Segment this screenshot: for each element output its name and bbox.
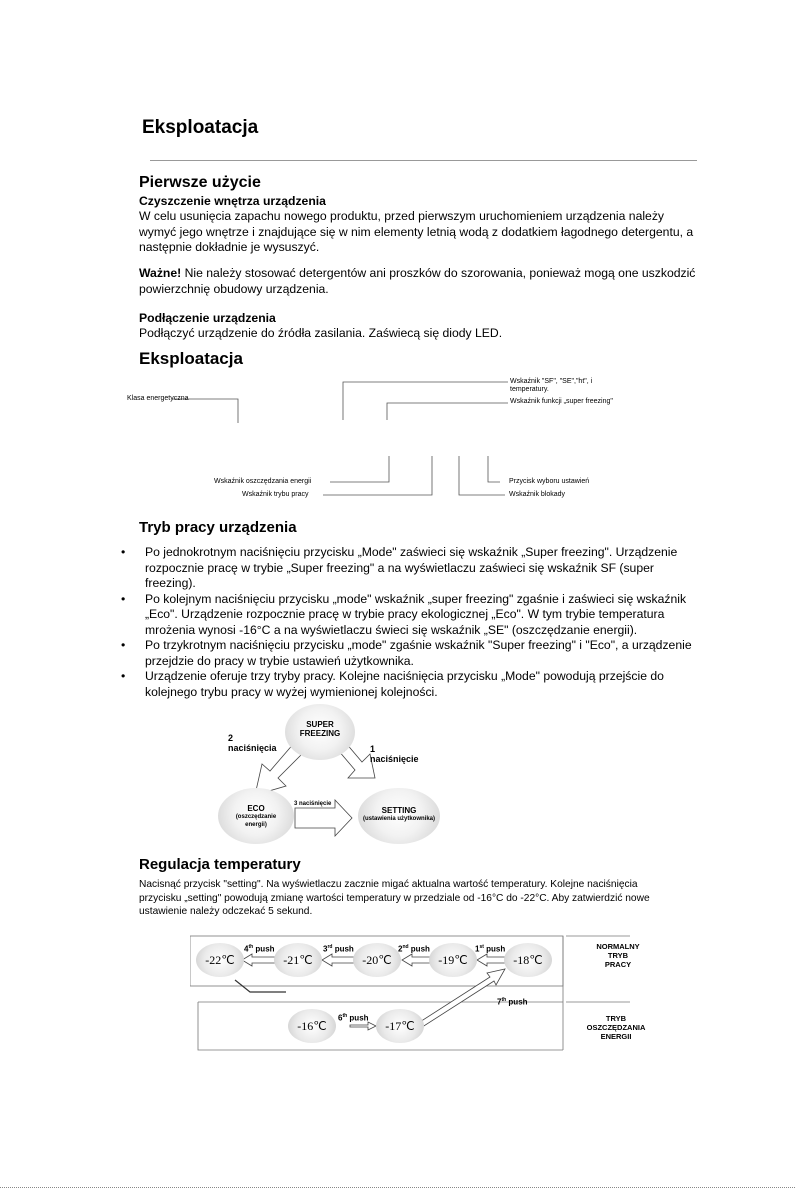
eco-mode-line: OSZCZĘDZANIA (586, 1023, 646, 1032)
temp-value: -18℃ (504, 943, 552, 977)
press-2-text: naciśnięcia (228, 743, 277, 753)
push-num: 1 (475, 944, 480, 954)
temp-value: -20℃ (353, 943, 401, 977)
mode-super-freezing (285, 704, 355, 760)
normal-mode-label (582, 942, 654, 969)
bullet-line: • Urządzenie oferuje trzy tryby pracy. Kolejne naciśnięcia przycisku „Mode" powodują przejście do (145, 669, 664, 683)
push-word: push (255, 944, 275, 954)
temp-line: przycisku „setting" powodują zmianę wartości temperatury w przedziale od -16°C do -22°C. Aby zatwierdzić nowe (139, 892, 650, 904)
bullet-line: • Po jednokrotnym naciśnięciu przycisku „Mode" zaświeci się wskaźnik „Super freezing". Urządzenie (145, 545, 678, 559)
list-item (121, 545, 721, 592)
press-1-num: 1 (370, 744, 376, 754)
eco-label-2: (oszczędzanie (235, 814, 277, 820)
push-word: push (349, 1013, 369, 1023)
bullet-line: „Eco". Urządzenie rozpocznie pracę w trybie pracy ekologicznej „Eco". W tym trybie temperatura (145, 607, 665, 621)
eco-mode-line: ENERGII (600, 1032, 632, 1041)
temp-value: -16℃ (288, 1009, 336, 1043)
cleaning-paragraph (139, 209, 719, 256)
push-suffix: nd (402, 944, 409, 950)
push-suffix: th (248, 944, 254, 950)
control-panel-leader-lines (0, 370, 795, 515)
page-bottom-border (0, 1187, 795, 1188)
connect-heading: Podłączenie urządzenia (139, 311, 276, 325)
temperature-diagram (190, 935, 680, 1053)
push-num: 6 (338, 1013, 343, 1023)
push-suffix: th (342, 1013, 348, 1019)
push-word: push (410, 944, 430, 954)
push-label-3 (323, 944, 354, 954)
label-energy-class: Klasa energetyczna (127, 395, 189, 402)
eco-mode-label (570, 1014, 662, 1041)
section-title-first-use: Pierwsze użycie (139, 174, 261, 191)
cleaning-line: następnie dokładnie je wysuszyć. (139, 240, 320, 254)
label-super-freezing-function: Wskaźnik funkcji „super freezing" (510, 398, 613, 405)
setting-label-1: SETTING (381, 806, 417, 815)
temp-line: Nacisnąć przycisk "setting". Na wyświetlaczu zacznie migać aktualna wartość temperatury. Kolejne naciśnięcia (139, 879, 638, 890)
cleaning-line: W celu usunięcia zapachu nowego produktu, przed pierwszym uruchomieniem urządzenia należy (139, 209, 665, 223)
push-suffix: rd (327, 944, 333, 950)
list-item (121, 669, 721, 700)
press-2-num: 2 (228, 733, 234, 743)
push-word: push (334, 944, 354, 954)
cleaning-line: wymyć jego wnętrze i znajdujące się w nim elementy letnią wodą z dodatkiem łagodnego detergentu, a (139, 224, 694, 239)
modes-list (121, 545, 721, 700)
label-mode-indicator: Wskaźnik trybu pracy (242, 491, 309, 498)
setting-label-2: (ustawienia użytkownika) (362, 816, 435, 822)
list-item (121, 638, 721, 669)
label-eco-indicator: Wskaźnik oszczędzania energii (214, 478, 312, 485)
temp-value: -21℃ (274, 943, 322, 977)
normal-mode-line: TRYB (607, 951, 629, 960)
temp-line: ustawienie należy odczekać 5 sekund. (139, 906, 313, 917)
section-title-modes: Tryb pracy urządzenia (139, 519, 297, 536)
normal-mode-line: NORMALNY (596, 942, 640, 951)
mode-setting (358, 788, 440, 844)
bullet-line: kolejnego trybu pracy w wyżej wymienionej kolejności. (145, 684, 438, 699)
press-1-text: naciśnięcie (370, 754, 419, 764)
temp-value: -22℃ (196, 943, 244, 977)
temperature-paragraph (139, 878, 739, 919)
eco-mode-line: TRYB (605, 1014, 627, 1023)
push-label-6 (338, 1013, 369, 1023)
push-num: 4 (244, 944, 249, 954)
mode-cycle-diagram (200, 700, 480, 850)
push-label-4 (244, 944, 275, 954)
important-note (139, 266, 739, 297)
header-divider (150, 160, 697, 161)
bullet-line: • Po trzykrotnym naciśnięciu przycisku „mode" zgaśnie wskaźnik "Super freezing" i "Eco", a urządzenie (145, 638, 692, 652)
push-word: push (486, 944, 506, 954)
bullet-line: freezing). (145, 576, 196, 590)
push-label-7 (497, 997, 528, 1007)
bullet-line: mrożenia wynosi -16°C a na wyświetlaczu świeci się wskaźnik „SE" (oszczędzanie energii). (145, 622, 638, 637)
bullet-line: przejdzie do pracy w trybie ustawień użytkownika. (145, 653, 414, 668)
eco-label-1: ECO (247, 804, 265, 813)
super-label-2: FREEZING (299, 729, 341, 738)
important-text: Nie należy stosować detergentów ani proszków do szorowania, ponieważ mogą one uszkodzić (181, 266, 696, 280)
push-num: 7 (497, 997, 502, 1007)
label-sf-indicator: Wskaźnik "SF", "SE","ht", i (510, 378, 593, 385)
page-header-title: Eksploatacja (142, 117, 259, 138)
eco-label-3: energii) (245, 822, 267, 828)
push-word: push (508, 997, 528, 1007)
push-num: 3 (323, 944, 328, 954)
section-title-temperature: Regulacja temperatury (139, 856, 301, 873)
label-sf-indicator-2: temperatury. (510, 386, 549, 393)
label-setting-button: Przycisk wyboru ustawień (509, 478, 590, 485)
connect-text: Podłączyć urządzenie do źródła zasilania. Zaświecą się diody LED. (139, 326, 503, 340)
push-suffix: th (501, 997, 507, 1003)
section-title-operation: Eksploatacja (139, 349, 243, 368)
list-item (121, 592, 721, 639)
normal-mode-line: PRACY (604, 960, 632, 969)
temp-value: -17℃ (376, 1009, 424, 1043)
push-label-2 (398, 944, 430, 954)
push-suffix: st (479, 944, 484, 950)
push-num: 2 (398, 944, 403, 954)
bullet-line: • Po kolejnym naciśnięciu przycisku „mode" wskaźnik „super freezing" zgaśnie i zaświeci się wskaźnik (145, 591, 687, 606)
mode-eco (218, 788, 294, 844)
label-press-3: 3 naciśnięcie (294, 801, 332, 807)
important-text-2: powierzchnię obudowy urządzenia. (139, 281, 329, 296)
label-press-1 (370, 744, 419, 764)
label-lock-indicator: Wskaźnik blokady (509, 491, 566, 498)
push-label-1 (475, 944, 505, 954)
temp-value: -19℃ (429, 943, 477, 977)
important-label: Ważne! (139, 266, 182, 280)
bullet-line: rozpocznie pracę w trybie „Super freezing" a na wyświetlaczu zaświeci się wskaźnik SF (super (145, 560, 654, 575)
cleaning-heading: Czyszczenie wnętrza urządzenia (139, 194, 326, 208)
label-press-2 (228, 733, 277, 753)
super-label-1: SUPER (306, 720, 334, 729)
